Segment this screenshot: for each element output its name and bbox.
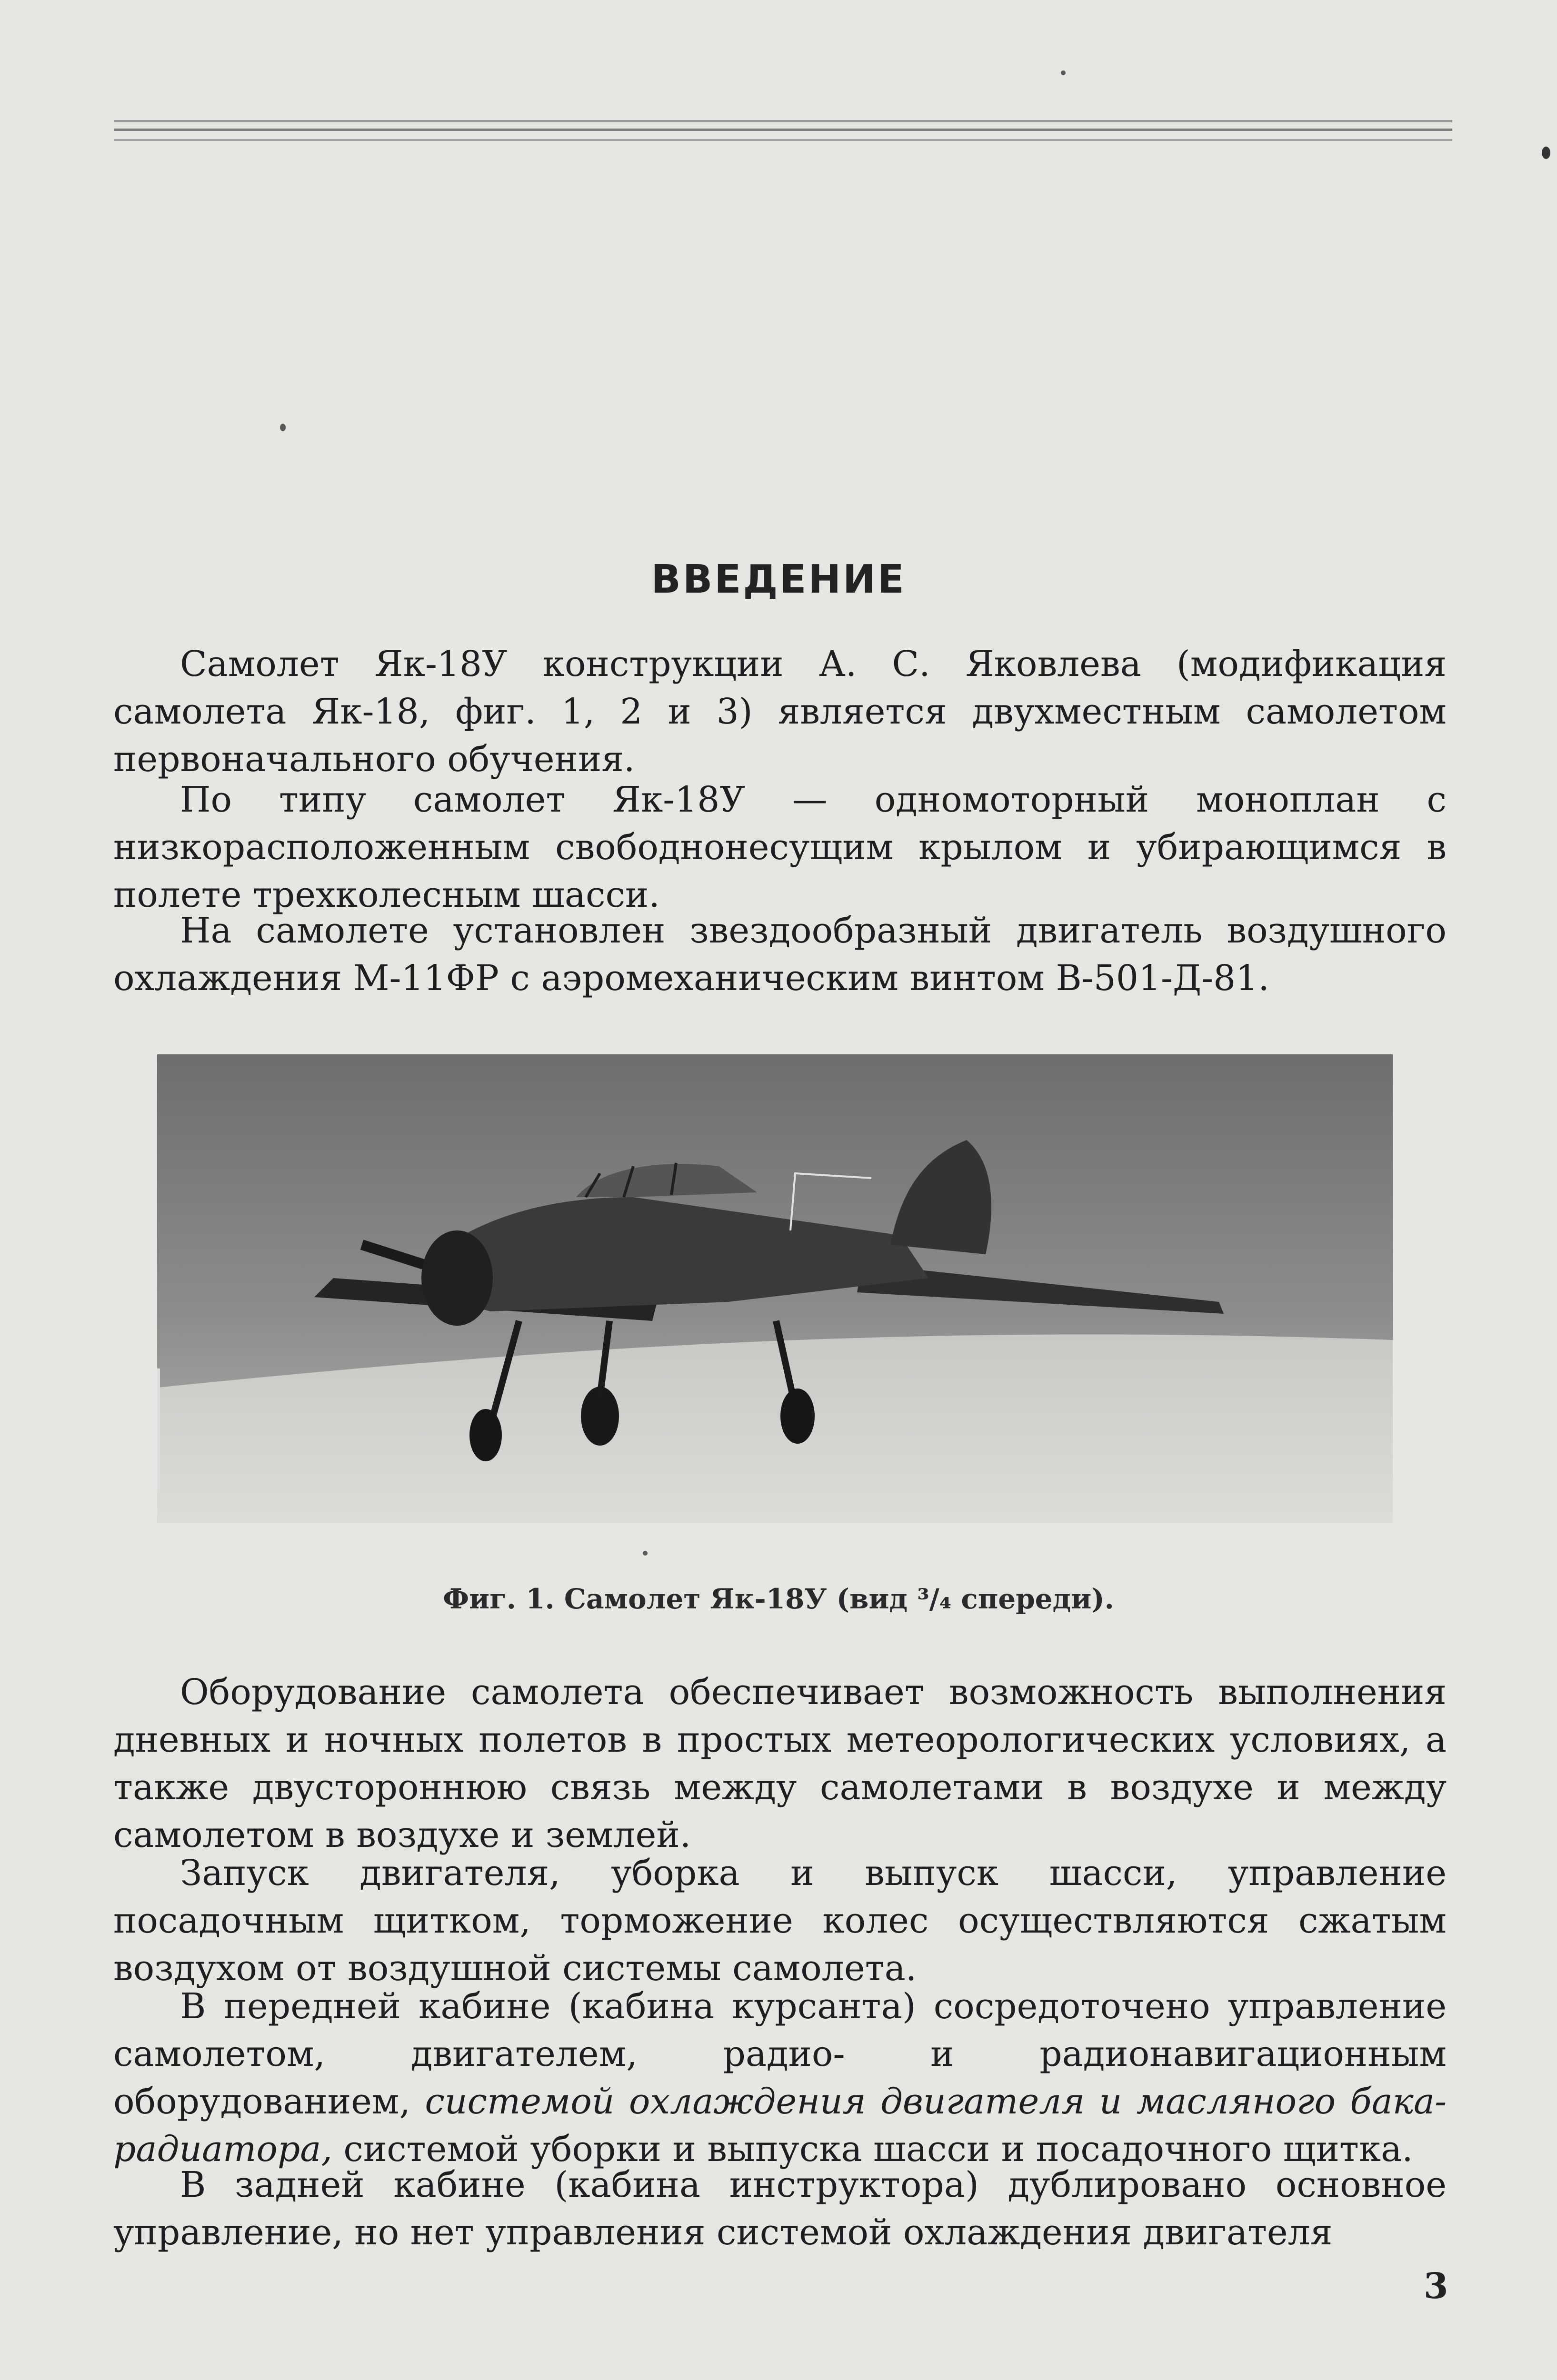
intro-paragraph-3: На самолете установлен звездообразный двигатель воздушного охлаждения М-11ФР с аэромеханическим винтом В-501-Д-81.	[113, 910, 1447, 999]
header-rule-top	[114, 120, 1452, 122]
scan-speck	[280, 424, 286, 431]
header-rule-middle	[114, 129, 1452, 131]
scan-speck	[1061, 70, 1066, 75]
body-paragraph-1: Оборудование самолета обеспечивает возможность выполнения дневных и ночных полетов в простых метеорологических условиях, а также двустороннюю связь между самолетами в воздухе и между самолетом в воздухе и землей.	[113, 1672, 1447, 1855]
intro-paragraph-1: Самолет Як-18У конструкции А. С. Яковлева (модификация самолета Як-18, фиг. 1, 2 и 3) является двухместным самолетом первоначального обучения.	[113, 644, 1447, 780]
header-rule-bottom	[114, 139, 1452, 141]
scan-speck	[643, 1551, 648, 1556]
intro-paragraph-2: По типу самолет Як-18У — одномоторный моноплан с низкорасположенным свободнонесущим крылом и убирающимся в полете трехколесным шасси.	[113, 779, 1447, 915]
body-paragraph-3-italic: системой охлаждения двигателя и масляного бака-радиатора,	[113, 2081, 1447, 2170]
body-paragraph-3	[113, 1983, 1447, 2173]
body-paragraph-3-start: В передней кабине (кабина курсанта) сосредоточено управление самолетом, двигателем, радио- и радионавигационным оборудованием,	[113, 1986, 1447, 2122]
scan-speck	[1542, 147, 1550, 159]
body-paragraph-3-end: системой уборки и выпуска шасси и посадочного щитка.	[332, 2129, 1413, 2170]
page-number: 3	[1424, 2266, 1448, 2307]
aircraft-photo	[157, 1054, 1393, 1523]
figure-caption: Фиг. 1. Самолет Як-18У (вид ³/₄ спереди).	[443, 1583, 1114, 1615]
body-paragraph-2: Запуск двигателя, уборка и выпуск шасси, управление посадочным щитком, торможение колес осуществляются сжатым воздухом от воздушной системы самолета.	[113, 1853, 1447, 1989]
body-paragraph-4: В задней кабине (кабина инструктора) дублировано основное управление, но нет управления системой охлаждения двигателя	[113, 2164, 1447, 2253]
page-title: ВВЕДЕНИЕ	[651, 557, 906, 602]
